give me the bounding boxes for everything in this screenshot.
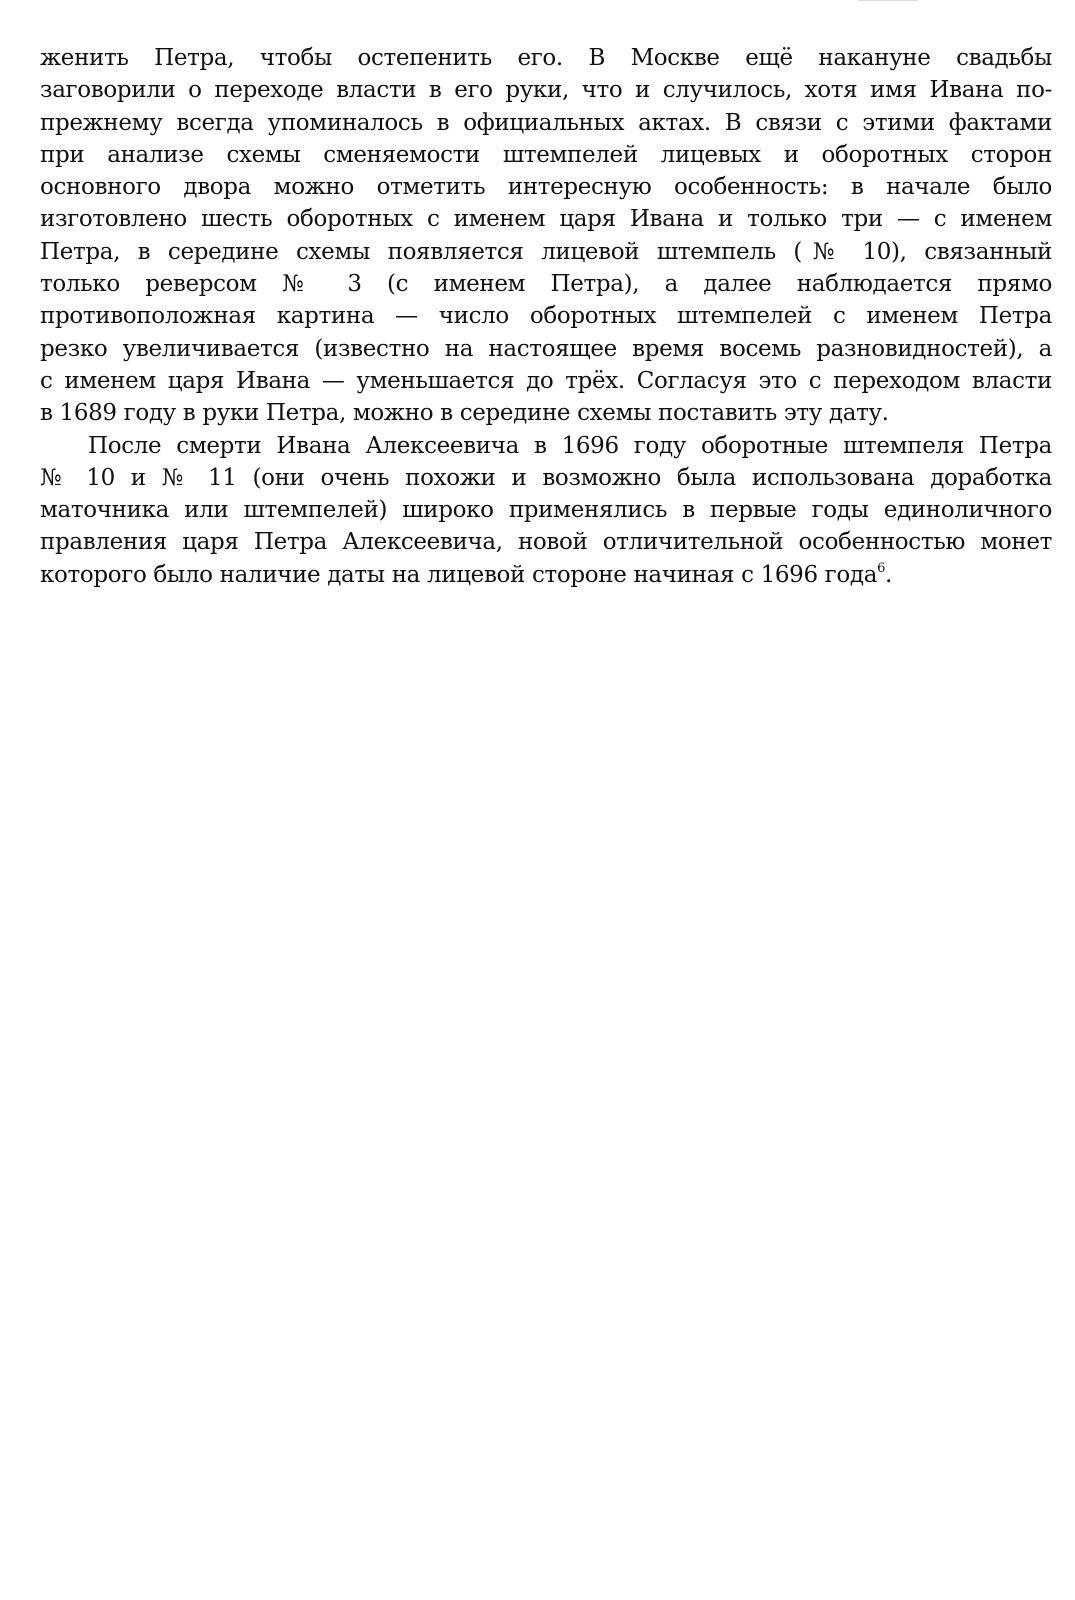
text-line: при анализе схемы сменяемости штемпелей лицевых и оборотных сторон	[40, 141, 1052, 168]
text-line: прежнему всегда упоминалось в официальных актах. В связи с этими фактами	[40, 109, 1052, 136]
text-line: правления царя Петра Алексеевича, новой отличительной особенностью монет	[40, 529, 1052, 556]
text-line: Петра, в середине схемы появляется лицевой штемпель (№ 10), связанный	[40, 238, 1052, 265]
text-line: в 1689 году в руки Петра, можно в середине схемы поставить эту дату.	[40, 400, 889, 427]
trailing-punctuation: .	[884, 561, 892, 588]
paragraph-2	[40, 430, 1052, 591]
text-line: женить Петра, чтобы остепенить его. В Москве ещё накануне свадьбы	[40, 45, 1052, 71]
text-line: с именем царя Ивана — уменьшается до трёх. Согласуя это с переходом власти	[40, 367, 1052, 394]
text-line: маточника или штемпелей) широко применялись в первые годы единоличного	[40, 497, 1052, 524]
text-line: После смерти Ивана Алексеевича в 1696 году оборотные штемпеля Петра	[88, 432, 1052, 459]
text-line-with-footnote	[40, 559, 1052, 591]
text-line: № 10 и № 11 (они очень похожи и возможно была использована доработка	[40, 464, 1052, 491]
text-line: противоположная картина — число оборотных штемпелей с именем Петра	[40, 303, 1052, 330]
text-line: только реверсом № 3 (с именем Петра), а далее наблюдается прямо	[40, 271, 1052, 298]
paragraph-1	[40, 42, 1052, 430]
text-line: резко увеличивается (известно на настоящее время восемь разновидностей), а	[40, 335, 1052, 362]
body-text	[40, 42, 1052, 591]
text-line: основного двора можно отметить интересную особенность: в начале было	[40, 174, 1052, 201]
text-line: заговорили о переходе власти в его руки, что и случилось, хотя имя Ивана по-	[40, 77, 1052, 104]
text-line: изготовлено шесть оборотных с именем царя Ивана и только три — с именем	[40, 206, 1052, 233]
footnote-marker: 6	[877, 560, 885, 576]
text-line: которого было наличие даты на лицевой стороне начиная с 1696 года	[40, 561, 878, 588]
scan-edge-mark	[858, 0, 918, 4]
